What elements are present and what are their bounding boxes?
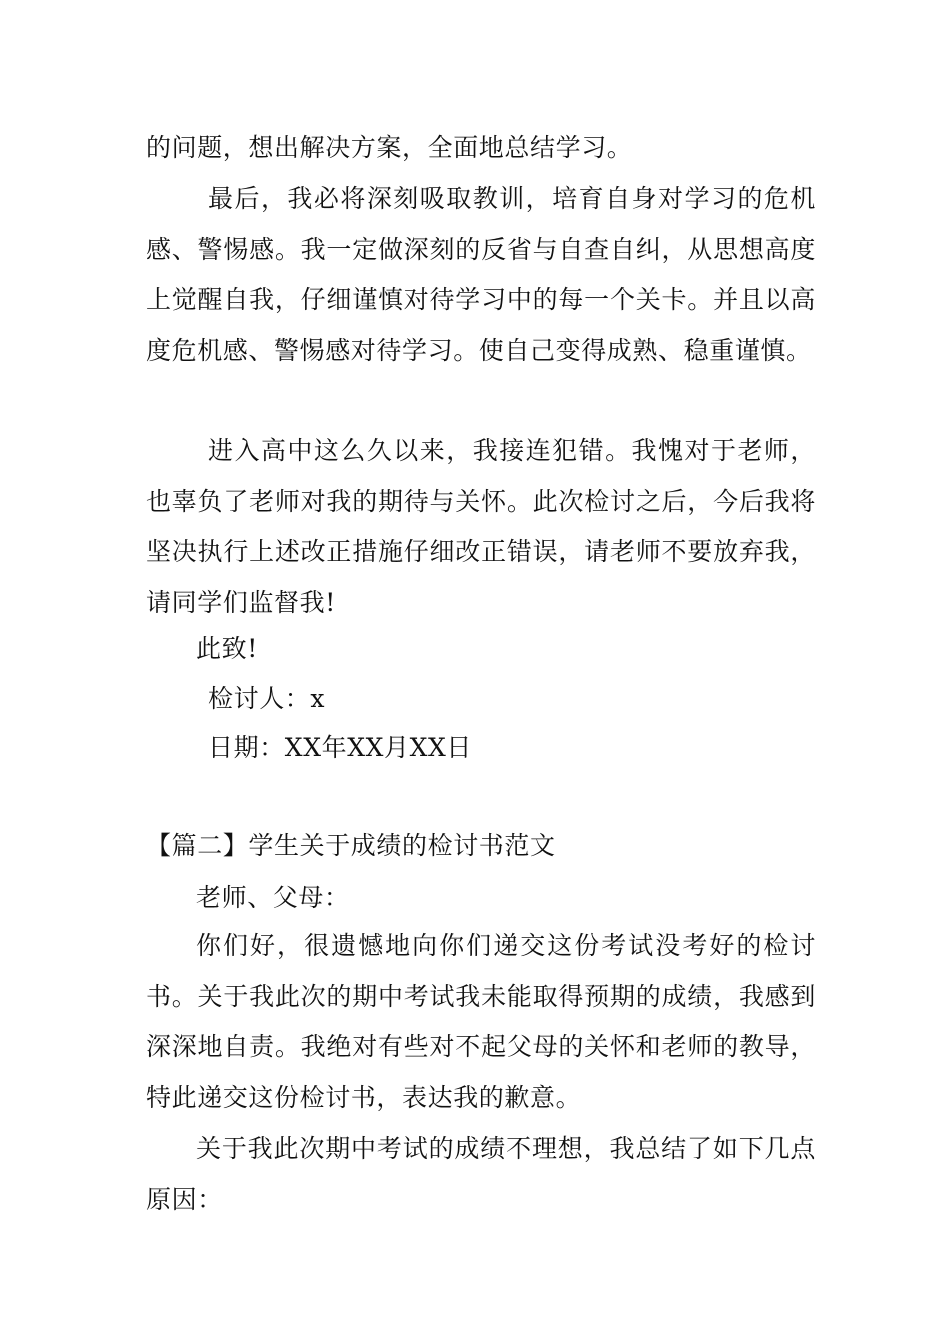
section-title: 【篇二】学生关于成绩的检讨书范文 [146, 831, 556, 860]
paragraph-since-high-school: 进入高中这么久以来，我接连犯错。我愧对于老师，也辜负了老师对我的期待与关怀。此次检讨之后，今后我将坚决执行上述改正措施仔细改正错误，请老师不要放弃我，请同学们监督我! [146, 436, 816, 617]
closing-salutation: 此致! [196, 634, 258, 663]
paragraph-regret: 你们好，很遗憾地向你们递交这份考试没考好的检讨书。关于我此次的期中考试我未能取得预期的成绩，我感到深深地自责。我绝对有些对不起父母的关怀和老师的教导，特此递交这份检讨书，表达我的歉意。 [146, 931, 816, 1112]
paragraph-reasons: 关于我此次期中考试的成绩不理想，我总结了如下几点原因： [146, 1134, 816, 1214]
paragraph-finally: 最后，我必将深刻吸取教训，培育自身对学习的危机感、警惕感。我一定做深刻的反省与自查自纠，从思想高度上觉醒自我，仔细谨慎对待学习中的每一个关卡。并且以高度危机感、警惕感对待学习。使自己变得成熟、稳重谨慎。 [146, 184, 816, 365]
salutation-line: 老师、父母： [196, 883, 350, 912]
signer-line: 检讨人：x [208, 684, 326, 713]
paragraph-continuation: 的问题，想出解决方案，全面地总结学习。 [146, 133, 633, 162]
date-line: 日期：XX年XX月XX日 [208, 733, 472, 762]
